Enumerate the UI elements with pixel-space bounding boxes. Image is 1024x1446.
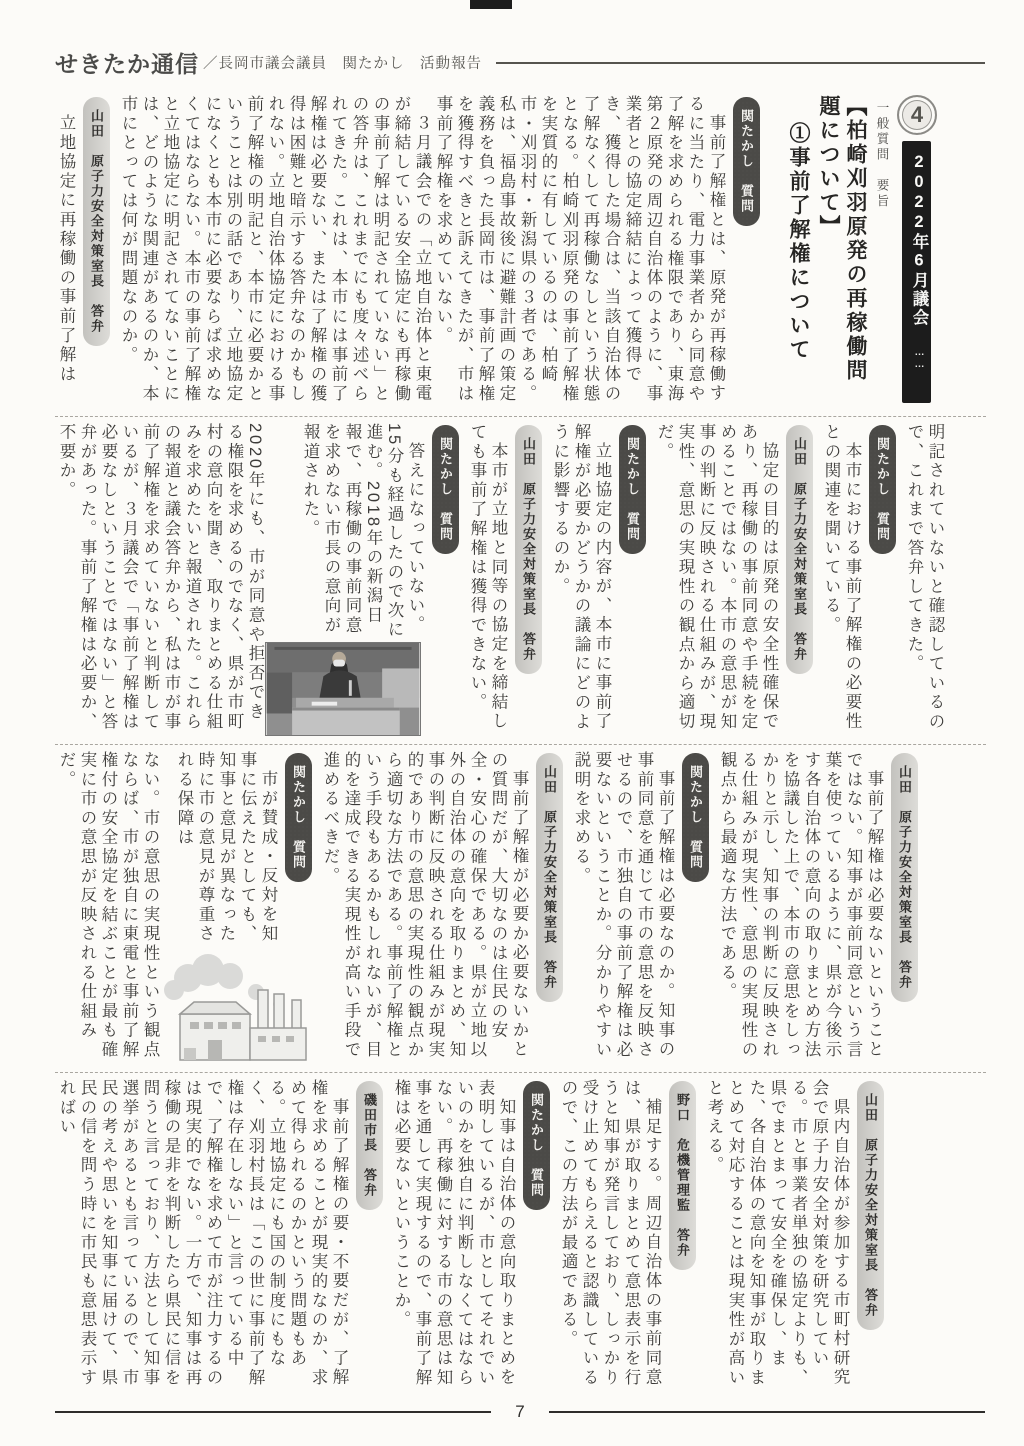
article: [55, 95, 986, 1394]
speaker-label-seki-question: 関たかし 質問: [682, 753, 709, 882]
paragraph: 事前了解権は必要ないということではない。知事が事前同意という言葉を使っているように、県が今後示す各自治体の意向の取りまとめ方法を協議した上で、本市の意思をしっかりと示し、知事の判断に反映される仕組みが現実性、意思の実現性の観点から最適な方法である。: [718, 751, 883, 1060]
article-band-4: [55, 1079, 891, 1394]
article-band-3: [55, 751, 925, 1066]
paragraph: 明記されていないと確認しているので、これまで答弁してきた。: [905, 423, 944, 732]
paragraph: 本市における事前了解権の必要性との関連を聞いている。: [822, 423, 861, 732]
banner-dots-icon: ……: [914, 347, 925, 371]
speaker-label-seki-question: 関たかし 質問: [733, 97, 760, 226]
article-kicker: 一般質問 要旨: [875, 101, 889, 210]
newsletter-title: せきたか通信: [55, 51, 199, 77]
paragraph: 答えになっていない。15分も経過したので次に進む。2018年の新潟日報で、再稼働の事前同意を求めない市長の意向が報道された。: [301, 423, 424, 640]
speaker-label-isoda-answer: 磯田市長 答弁: [356, 1081, 383, 1210]
band-separator: [55, 1072, 986, 1073]
paragraph: 事前了解権とは、原発が再稼働するに当たり、電力事業者から同意や了解を求められる権限であり、東海第２原発の周辺自治体のように、事業者との協定締結によって獲得でき、獲得した場合は、当該自治体の了解なくして再稼働なしという状態となる。柏崎刈羽原発の事前了解権を実質的に有しているのは、柏崎市・刈羽村・新潟県の３者である。私は、福島事故後に避難計画の策定義務を負った長岡市は、事前了解権を獲得すべきと訴えてきたが、市は事前了解権を求めていない。: [434, 95, 725, 404]
speaker-label-seki-question: 関たかし 質問: [432, 425, 459, 554]
paragraph: 知事は自治体の意向取りまとめを表明しているが、市としてそれでいいのかを独自に判断しなくてはならない。再稼働に対する市の意思は知事を通して実現するので、事前了解権は必要ないということか。: [392, 1079, 515, 1388]
scan-artifact: [470, 0, 512, 9]
band-separator: [55, 744, 986, 745]
assembly-photo: [265, 642, 421, 736]
question-with-illustration: [160, 751, 312, 1066]
speaker-label-yamada-answer: 山田 原子力安全対策室長 答弁: [515, 425, 542, 674]
footer-rule-left: [55, 1411, 491, 1413]
speaker-label-yamada-answer: 山田 原子力安全対策室長 答弁: [536, 753, 563, 1002]
paragraph: 本市が立地と同等の協定を締結しても事前了解権は獲得できない。: [468, 423, 507, 732]
paragraph: 立地協定の内容が、本市に事前了解権が必要かどうかの議論にどのように影響するのか。: [551, 423, 611, 732]
article-title: 【柏崎刈羽原発の再稼働問題について】: [817, 95, 867, 383]
power-plant-illustration: [160, 952, 310, 1064]
question-with-photo: [265, 423, 425, 738]
speaker-label-seki-question: 関たかし 質問: [285, 753, 312, 882]
article-subtitle: ①事前了解権について: [787, 122, 810, 362]
footer-rule-right: [549, 1411, 985, 1413]
newsletter-subtitle: ／長岡市議会議員 関たかし 活動報告: [203, 56, 482, 72]
article-band-2: [55, 423, 945, 738]
session-banner: [902, 141, 931, 403]
paragraph: 事前了解権は必要なのか。知事の事前同意を通じて市の意思を反映させるので、市独自の事前了解権は必要ないということか。分かりやすい説明を求める。: [572, 751, 674, 1060]
issue-banner: [891, 95, 939, 410]
session-label: 2022年6月議会: [910, 153, 928, 327]
speaker-label-yamada-answer: 山田 原子力安全対策室長 答弁: [891, 753, 918, 1002]
page-footer: [55, 1402, 985, 1422]
band-separator: [55, 416, 986, 417]
paragraph: 県内自治体が参加する市町村研究会で原子力安全対策を研究している。市と事業者単独の協定よりも、県でまとまって安全を確保し、また、各自治体の意向を知事が取りまとめて対応することは現実性が高いと考える。: [705, 1079, 849, 1388]
paragraph: ３月議会での「立地自治体と東電が締結している安全協定にも再稼働の事前了解は明記されていない」との答弁は、これまでにも度々述べられてきた。これは、本市には事前了解権は必要ない、または了解権の獲得は困難と暗示する答弁なのかもしれない。立地自治体協定における事前了解権の明記と、本市に必要かということは別の話であり、立地協定になくとも本市に必要ならば求めなくてはならない。本市の事前了解権と立地協定に明記されてないことには、どのような関連があるのか、本市にとっては何が問題なのか。: [119, 95, 431, 404]
paragraph: 2020年にも、市が同意や拒否できる権限を求めるのでなく、県が市町村の意向を聞き、取りまとめる仕組みを求めたいと報道された。これらの報道と議会答弁から、私は市が事前了解権を求めていないと判断しているが、３月議会で「事前了解権は必要なしということではない」と答弁があった。事前了解権は必要か、不要か。: [57, 423, 264, 732]
issue-number-badge: 4: [897, 95, 937, 135]
paragraph: 補足する。周辺自治体の事前同意は、県が取りまとめて意思表示を行うと知事が発言しており、しっかり受け止めてもらえると認識しているので、この方法が最適である。: [559, 1079, 661, 1388]
speaker-label-yamada-answer: 山田 原子力安全対策室長 答弁: [857, 1081, 884, 1330]
paragraph: 立地協定に再稼働の事前了解は: [57, 114, 75, 385]
speaker-label-noguchi-answer: 野口 危機管理監 答弁: [669, 1081, 696, 1270]
header-rule: [496, 62, 985, 64]
paragraph: ない。市の意思の実現性という観点ならば、市が独自に東電と事前了解権付の安全協定を結ぶことが最も確実に市の意思が反映される仕組みだ。: [57, 751, 159, 1060]
paragraph: 協定の目的は原発の安全性確保であり、再稼働の事前同意や手続を定めることではない。本市の意思が知事の判断に反映される仕組みが、現実性、意思の実現性の観点から適切だ。: [655, 423, 778, 732]
page-header: [55, 46, 985, 79]
headline-block: [767, 95, 939, 410]
speaker-label-yamada-answer: 山田 原子力安全対策室長 答弁: [786, 425, 813, 674]
speaker-label-seki-question: 関たかし 質問: [869, 425, 896, 554]
paragraph: 市が賛成・反対を知事に伝えたとしても、知事と意見が異なった時に市の意見が尊重される保障は: [175, 751, 277, 944]
article-band-1: [55, 95, 939, 410]
speaker-label-seki-question: 関たかし 質問: [523, 1081, 550, 1210]
speaker-label-yamada-answer: 山田 原子力安全対策室長 答弁: [83, 97, 110, 346]
page-number: 7: [515, 1402, 525, 1421]
paragraph: 事前了解権の要・不要だが、了解権を求めることが現実的なのか、求めて得られるのかという問題もある。立地協定にも国の制度にもなく、刈羽村長は「この世に事前了解権は存在しない」と言っている中で、了解権を求めて市が注力するのは現実的でない。一方で、知事は再稼働の是非を判断したら県民に信を問うと言っており、方法として知事選挙があるとも言っているので、市民の考えや思いを知事に届けて、県民の信を問う時に市民も意思表示すればい: [57, 1079, 348, 1388]
speaker-label-seki-question: 関たかし 質問: [619, 425, 646, 554]
paragraph: 事前了解権が必要か必要ないかとの質問だが、大切なのは住民の安全・安心の確保である。県が立地以外の自治体の意向を取りまとめ、知事の判断に反映される仕組みが現実的であり市の意思の実現性の観点から適切な方法である。事前了解権という手段もあるかもしれないが、目的を達成できる実現性が高い手段で進めるべきだ。: [321, 751, 528, 1060]
